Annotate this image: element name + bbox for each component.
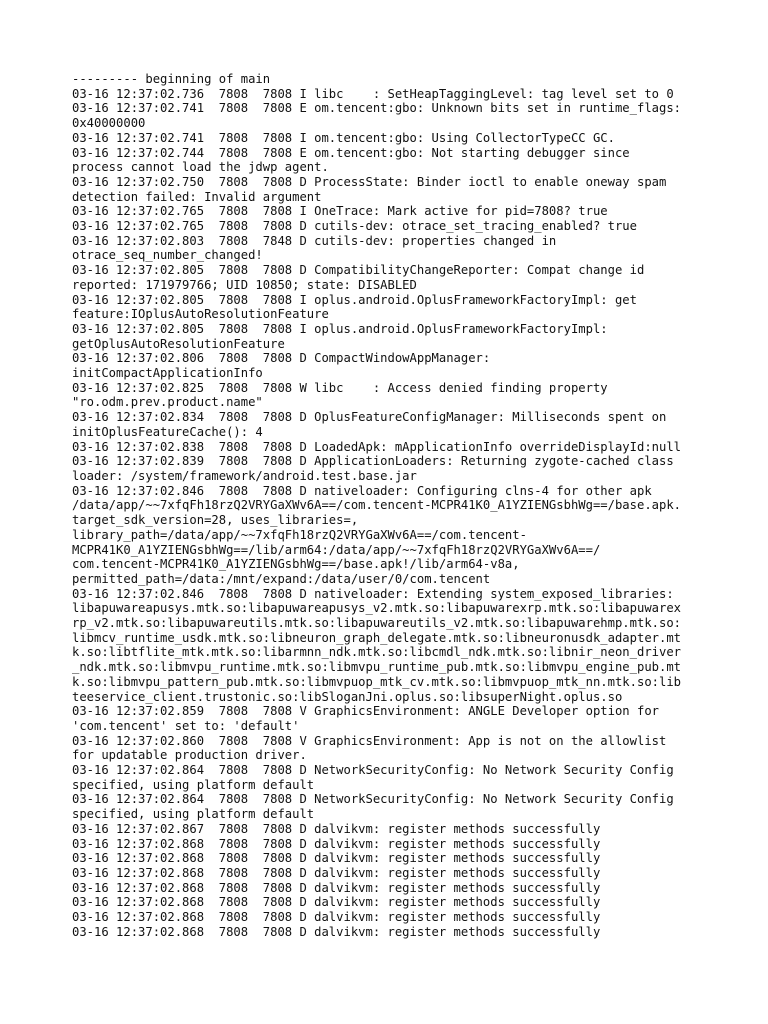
log-line: 03-16 12:37:02.741 7808 7808 E om.tencent:gbo: Unknown bits set in runtime_flags: [72,101,682,116]
log-line: 03-16 12:37:02.868 7808 7808 D dalvikvm: register methods successfully [72,880,601,895]
log-line: 03-16 12:37:02.868 7808 7808 D dalvikvm: register methods successfully [72,910,601,925]
log-line: MCPR41K0_A1YZIENGsbhWg==/lib/arm64:/data/app/~~7xfqFh18rzQ2VRYGaXWv6A==/ [72,542,601,557]
log-line: 03-16 12:37:02.736 7808 7808 I libc : SetHeapTaggingLevel: tag level set to 0 [72,86,674,101]
log-line: 03-16 12:37:02.868 7808 7808 D dalvikvm: register methods successfully [72,851,601,866]
log-line: 03-16 12:37:02.859 7808 7808 V GraphicsEnvironment: ANGLE Developer option for [72,704,659,719]
log-line: 0x40000000 [72,116,146,131]
log-line: 03-16 12:37:02.838 7808 7808 D LoadedApk: mApplicationInfo overrideDisplayId:null [72,439,682,454]
log-line: 03-16 12:37:02.805 7808 7808 D CompatibilityChangeReporter: Compat change id [72,263,645,278]
log-line: 03-16 12:37:02.864 7808 7808 D NetworkSecurityConfig: No Network Security Config [72,792,674,807]
log-line: 03-16 12:37:02.744 7808 7808 E om.tencent:gbo: Not starting debugger since [72,145,630,160]
log-line: 03-16 12:37:02.741 7808 7808 I om.tencent:gbo: Using CollectorTypeCC GC. [72,130,615,145]
log-line: 03-16 12:37:02.825 7808 7808 W libc : Access denied finding property [72,380,608,395]
log-line: loader: /system/framework/android.test.base.jar [72,468,417,483]
log-line: _ndk.mtk.so:libmvpu_runtime.mtk.so:libmvpu_runtime_pub.mtk.so:libmvpu_engine_pub.mt [72,660,682,675]
log-line: 03-16 12:37:02.860 7808 7808 V GraphicsEnvironment: App is not on the allowlist [72,733,667,748]
log-line: 03-16 12:37:02.805 7808 7808 I oplus.android.OplusFrameworkFactoryImpl: get [72,292,637,307]
log-line: k.so:libtflite_mtk.mtk.so:libarmnn_ndk.mtk.so:libcmdl_ndk.mtk.so:libnir_neon_driver [72,645,682,660]
log-line: library_path=/data/app/~~7xfqFh18rzQ2VRYGaXWv6A==/com.tencent- [72,527,527,542]
log-line: reported: 171979766; UID 10850; state: DISABLED [72,277,417,292]
log-line: "ro.odm.prev.product.name" [72,395,263,410]
log-line: 03-16 12:37:02.864 7808 7808 D NetworkSecurityConfig: No Network Security Config [72,763,674,778]
log-line: target_sdk_version=28, uses_libraries=, [72,513,359,528]
log-line: libmcv_runtime_usdk.mtk.so:libneuron_graph_delegate.mtk.so:libneuronusdk_adapter.mt [72,630,682,645]
log-line: 03-16 12:37:02.867 7808 7808 D dalvikvm: register methods successfully [72,821,601,836]
log-line: 03-16 12:37:02.834 7808 7808 D OplusFeatureConfigManager: Milliseconds spent on [72,410,667,425]
log-line: 03-16 12:37:02.765 7808 7808 D cutils-dev: otrace_set_tracing_enabled? true [72,219,637,234]
log-line: k.so:libmvpu_pattern_pub.mtk.so:libmvpuop_mtk_cv.mtk.so:libmvpuop_mtk_nn.mtk.so:lib [72,674,682,689]
log-line: specified, using platform default [72,807,315,822]
log-line: 03-16 12:37:02.846 7808 7808 D nativeloader: Extending system_exposed_libraries: [72,586,674,601]
log-line: com.tencent-MCPR41K0_A1YZIENGsbhWg==/base.apk!/lib/arm64-v8a, [72,557,520,572]
log-line: 03-16 12:37:02.868 7808 7808 D dalvikvm: register methods successfully [72,924,601,939]
log-line: 03-16 12:37:02.868 7808 7808 D dalvikvm: register methods successfully [72,836,601,851]
log-line: 03-16 12:37:02.765 7808 7808 I OneTrace: Mark active for pid=7808? true [72,204,608,219]
log-line: /data/app/~~7xfqFh18rzQ2VRYGaXWv6A==/com.tencent-MCPR41K0_A1YZIENGsbhWg==/base.apk. [72,498,682,513]
log-header-line: --------- beginning of main [72,72,271,86]
log-line: 03-16 12:37:02.806 7808 7808 D CompactWindowAppManager: [72,351,491,366]
log-line: detection failed: Invalid argument [72,189,322,204]
log-line: permitted_path=/data:/mnt/expand:/data/user/0/com.tencent [72,571,491,586]
log-line: otrace_seq_number_changed! [72,248,263,263]
log-line: 03-16 12:37:02.868 7808 7808 D dalvikvm: register methods successfully [72,865,601,880]
log-line: libapuwareapusys.mtk.so:libapuwareapusys_v2.mtk.so:libapuwarexrp.mtk.so:libapuwarex [72,601,682,616]
log-line: initOplusFeatureCache(): 4 [72,424,263,439]
log-line: feature:IOplusAutoResolutionFeature [72,307,329,322]
log-line: 03-16 12:37:02.868 7808 7808 D dalvikvm: register methods successfully [72,895,601,910]
log-line: for updatable production driver. [72,748,307,763]
log-line: 03-16 12:37:02.803 7808 7848 D cutils-dev: properties changed in [72,233,557,248]
log-line: specified, using platform default [72,777,315,792]
log-line: rp_v2.mtk.so:libapuwareutils.mtk.so:libapuwareutils_v2.mtk.so:libapuwarehmp.mtk.so: [72,616,682,631]
log-line: initCompactApplicationInfo [72,366,263,381]
log-line: getOplusAutoResolutionFeature [72,336,285,351]
log-line: 03-16 12:37:02.805 7808 7808 I oplus.android.OplusFrameworkFactoryImpl: [72,321,608,336]
log-line: 03-16 12:37:02.839 7808 7808 D ApplicationLoaders: Returning zygote-cached class [72,454,674,469]
log-line: process cannot load the jdwp agent. [72,160,329,175]
log-line: 03-16 12:37:02.750 7808 7808 D ProcessState: Binder ioctl to enable oneway spam [72,174,667,189]
log-line: 'com.tencent' set to: 'default' [72,718,300,733]
log-output [72,72,702,939]
log-line: teeservice_client.trustonic.so:libSloganJni.oplus.so:libsuperNight.oplus.so [72,689,623,704]
log-line: 03-16 12:37:02.846 7808 7808 D nativeloader: Configuring clns-4 for other apk [72,483,652,498]
